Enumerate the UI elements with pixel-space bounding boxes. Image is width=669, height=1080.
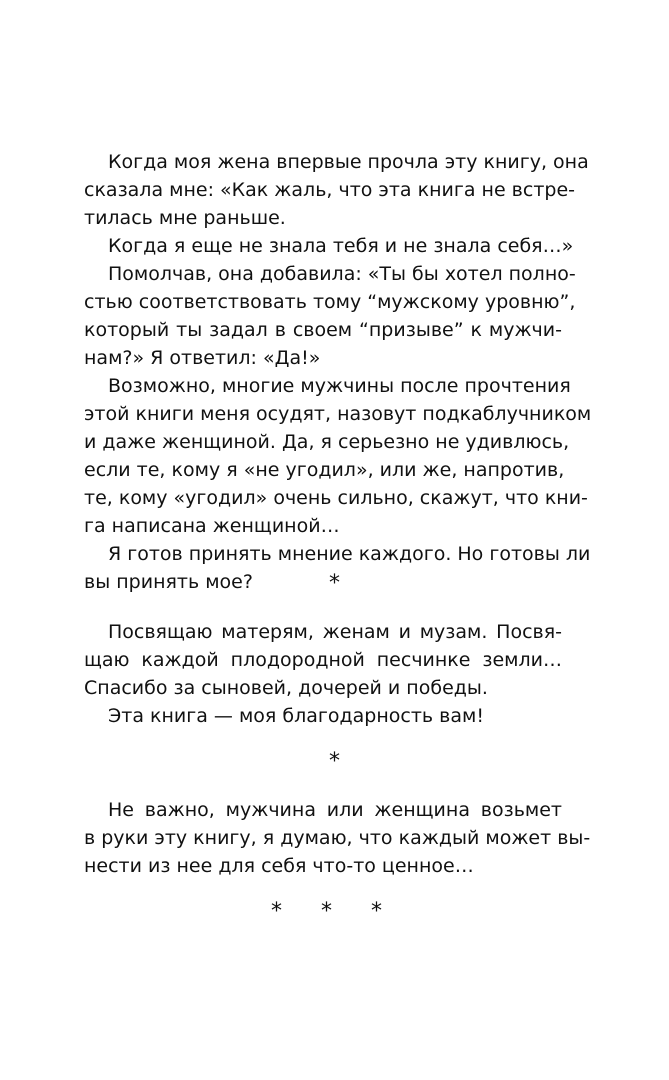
text-line: Спасибо за сыновей, дочерей и победы. xyxy=(84,677,488,699)
text-line: Эта книга — моя благодарность вам! xyxy=(108,705,484,727)
text-line: нам?» Я ответил: «Да!» xyxy=(84,347,321,369)
text-line: Когда я еще не знала тебя и не знала себя…» xyxy=(108,235,574,257)
section-separator: * xyxy=(329,571,340,596)
section-2-text xyxy=(84,618,562,730)
text-line: стью соответствовать тому “мужскому уровню”, xyxy=(84,291,576,313)
text-line: га написана женщиной… xyxy=(84,515,340,537)
section-3-text xyxy=(84,796,591,880)
section-separator: * xyxy=(329,749,340,774)
text-line: Не важно, мужчина или женщина возьмет xyxy=(108,799,562,821)
text-line: Посвящаю матерям, женам и музам. Посвя- xyxy=(108,621,562,643)
text-line: Я готов принять мнение каждого. Но готовы ли xyxy=(108,543,591,565)
text-line: нести из нее для себя что-то ценное… xyxy=(84,855,474,877)
text-line: этой книги меня осудят, назовут подкаблучником xyxy=(84,403,592,425)
text-line: щаю каждой плодородной песчинке земли… xyxy=(84,649,562,671)
text-line: который ты задал в своем “призыве” к мужчи- xyxy=(84,319,562,341)
text-line: те, кому «угодил» очень сильно, скажут, что кни- xyxy=(84,487,588,509)
text-line: сказала мне: «Как жаль, что эта книга не встре- xyxy=(84,179,575,201)
text-line: вы принять мое? xyxy=(84,571,253,593)
text-line: Возможно, многие мужчины после прочтения xyxy=(108,375,571,397)
text-line: и даже женщиной. Да, я серьезно не удивлюсь, xyxy=(84,431,570,453)
text-line: Когда моя жена впервые прочла эту книгу, она xyxy=(108,151,589,173)
triple-asterisk: * * * xyxy=(271,899,398,924)
text-line: Помолчав, она добавила: «Ты бы хотел полно- xyxy=(108,263,576,285)
section-1-text xyxy=(84,148,592,596)
text-line: если те, кому я «не угодил», или же, напротив, xyxy=(84,459,565,481)
section-end-separator xyxy=(0,898,669,926)
text-line: в руки эту книгу, я думаю, что каждый может вы- xyxy=(84,827,591,849)
text-line: тилась мне раньше. xyxy=(84,207,286,229)
